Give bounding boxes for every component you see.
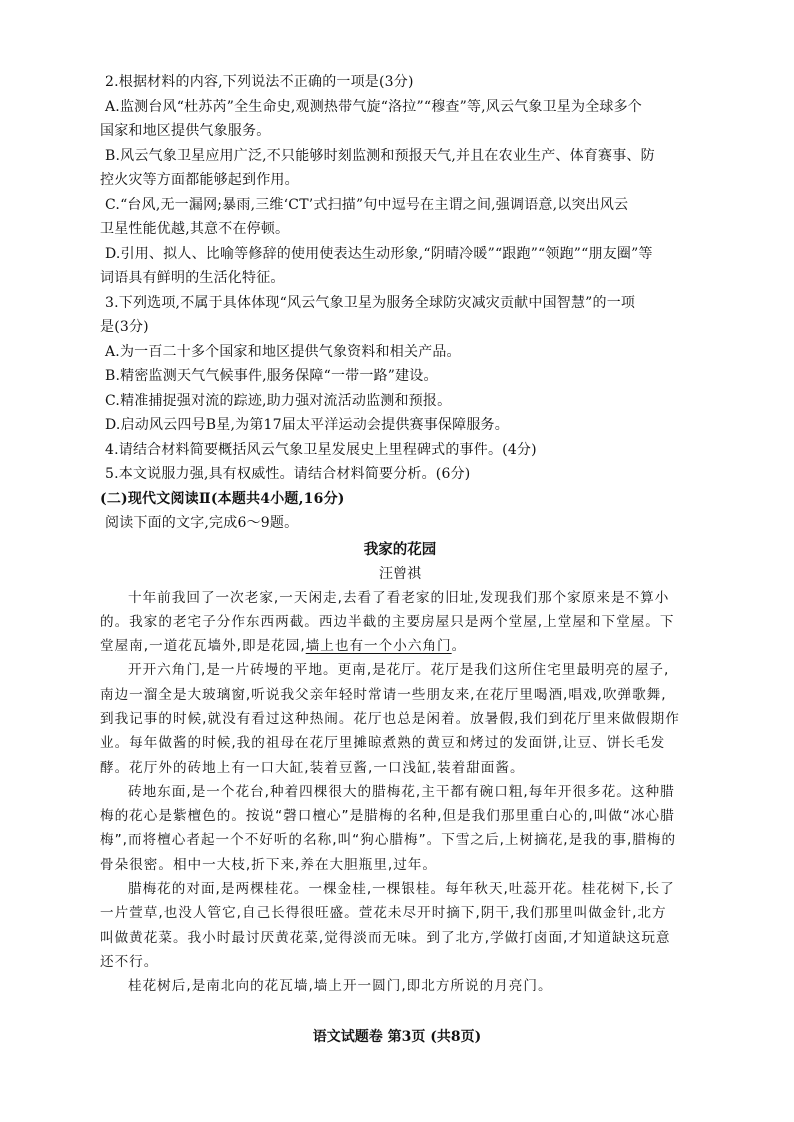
paragraph-4-line: 叫做黄花菜。我小时最讨厌黄花菜,觉得淡而无味。到了北方,学做打卤面,才知道缺这玩意: [100, 929, 671, 946]
q2-option-c: C.“台风,无一漏网;暴雨,三维‘CT’式扫描”句中逗号在主谓之间,强调语意,以突出风云: [105, 196, 629, 213]
paragraph-1-line: [100, 634, 700, 658]
q3-stem: 3.下列选项,不属于具体体现“风云气象卫星为服务全球防灾减灾贡献中国智慧”的一项: [105, 294, 636, 311]
paragraph-2-line: 南边一溜全是大玻璃窗,听说我父亲年轻时常请一些朋友来,在花厅里喝酒,唱戏,吹弹歌舞,: [100, 686, 667, 703]
q2-stem: 2.根据材料的内容,下列说法不正确的一项是(3分): [105, 74, 414, 90]
paragraph-2-line: 到我记事的时候,就没有看过这种热闹。花厅也总是闲着。放暑假,我们到花厅里来做假期作: [100, 710, 680, 727]
paragraph-2-line: 开开六角门,是一片砖墁的平地。更南,是花厅。花厅是我们这所住宅里最明亮的屋子,: [128, 662, 670, 679]
q2-option-d: D.引用、拟人、比喻等修辞的使用使表达生动形象,“阴晴冷暖”“跟跑”“领跑”“朋友圈”等: [105, 245, 653, 262]
article-title: 我家的花园: [363, 540, 437, 558]
q2-option-a: A.监测台风“杜苏芮”全生命史,观测热带气旋“洛拉”“穆查”等,风云气象卫星为全球多个: [105, 98, 643, 115]
article-author: 汪曾祺: [379, 565, 421, 582]
paragraph-1-line: 十年前我回了一次老家,一天闲走,去看了看老家的旧址,发现我们那个家原来是不算小: [128, 589, 670, 606]
q3-stem-cont: 是(3分): [100, 319, 149, 335]
paragraph-1-period: 。: [451, 638, 467, 655]
exam-page: [100, 70, 700, 999]
q2-option-d-cont: 词语具有鲜明的生活化特征。: [100, 270, 285, 286]
q5-question: 5.本文说服力强,具有权威性。请结合材料简要分析。(6分): [105, 466, 471, 482]
section-instruction: 阅读下面的文字,完成6～9题。: [105, 515, 299, 531]
q3-option-b: B.精密监测天气气候事件,服务保障“一带一路”建设。: [105, 368, 438, 384]
article-body: [100, 586, 700, 999]
paragraph-3-line: 梅的花心是紫檀色的。按说“磬口檀心”是腊梅的名种,但是我们那里重白心的,叫做“冰心腊: [100, 808, 675, 825]
q3-option-a: A.为一百二十多个国家和地区提供气象资料和相关产品。: [105, 343, 461, 360]
section-heading: (二)现代文阅读Ⅱ(本题共4小题,16分): [100, 490, 345, 507]
paragraph-4-line: 还不行。: [100, 953, 159, 970]
paragraph-4-line: 腊梅花的对面,是两棵桂花。一棵金桂,一棵银桂。每年秋天,吐蕊开花。桂花树下,长了: [128, 881, 675, 898]
q3-option-d: D.启动风云四号B星,为第17届太平洋运动会提供赛事保障服务。: [105, 417, 509, 433]
paragraph-2-line: 业。每年做酱的时候,我的祖母在花厅里摊晾煮熟的黄豆和烤过的发面饼,让豆、饼长毛发: [100, 735, 666, 752]
paragraph-3-line: 骨朵很密。相中一大枝,折下来,养在大胆瓶里,过年。: [100, 856, 438, 873]
page-footer: 语文试题卷 第3页 (共8页): [312, 1029, 482, 1045]
paragraph-1-text: 堂屋南,一道花瓦墙外,即是花园,: [100, 638, 306, 655]
q2-option-b: B.风云气象卫星应用广泛,不只能够时刻监测和预报天气,并且在农业生产、体育赛事、防: [105, 147, 655, 164]
underlined-sentence: 墙上也有一个小六角门: [305, 638, 452, 655]
q2-option-c-cont: 卫星性能优越,其意不在停顿。: [100, 221, 290, 237]
q2-option-b-cont: 控火灾等方面都能够起到作用。: [100, 172, 299, 188]
paragraph-5-line: 桂花树后,是南北向的花瓦墙,墙上开一圆门,即北方所说的月亮门。: [128, 978, 553, 995]
paragraph-3-line: 梅”,而将檀心者起一个不好听的名称,叫“狗心腊梅”。下雪之后,上树摘花,是我的事,腊梅的: [100, 832, 677, 849]
q2-option-a-cont: 国家和地区提供气象服务。: [100, 123, 271, 139]
paragraph-3-line: 砖地东面,是一个花台,种着四棵很大的腊梅花,主干都有碗口粗,每年开很多花。这种腊: [128, 783, 675, 800]
paragraph-1-line: 的。我家的老宅子分作东西两截。西边半截的主要房屋只是两个堂屋,上堂屋和下堂屋。下: [100, 613, 675, 630]
paragraph-2-line: 酵。花厅外的砖地上有一口大缸,装着豆酱,一口浅缸,装着甜面酱。: [100, 759, 525, 776]
paragraph-4-line: 一片萱草,也没人管它,自己长得很旺盛。萱花未尽开时摘下,阴干,我们那里叫做金针,北方: [100, 905, 667, 922]
q4-question: 4.请结合材料简要概括风云气象卫星发展史上里程碑式的事件。(4分): [105, 441, 537, 458]
q3-option-c: C.精准捕捉强对流的踪迹,助力强对流活动监测和预报。: [105, 392, 452, 409]
